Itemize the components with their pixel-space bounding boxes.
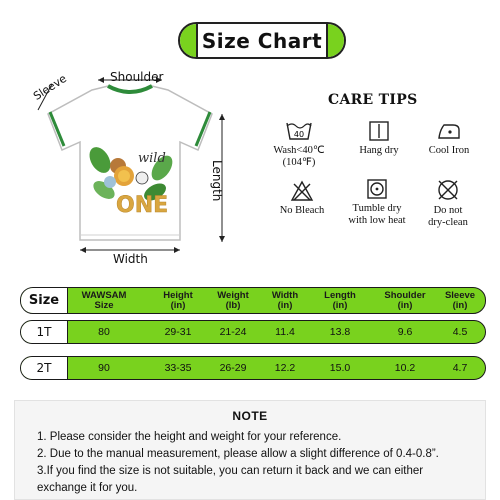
width-label: Width: [113, 252, 148, 266]
length-label: Length: [210, 160, 224, 202]
cell-sleeve: 4.7: [452, 362, 468, 374]
table-row: [20, 320, 486, 344]
note-line-3: 3.If you find the size is not suitable, you can return it back and we can either: [37, 465, 424, 477]
cell-width: 11.4: [275, 326, 295, 338]
care-item-cool-iron: [409, 120, 489, 157]
cell-weight: 26-29: [219, 362, 247, 374]
cell-shoulder: 10.2: [394, 362, 416, 374]
header-sleeve: Sleeve (in): [444, 289, 476, 311]
care-hang-dry-label: Hang dry: [359, 145, 399, 156]
cell-height: 33-35: [164, 362, 192, 374]
care-tips-title: CARE TIPS: [328, 92, 418, 108]
header-wawsam-size: WAWSAM Size: [81, 289, 127, 311]
no-dry-clean-icon: [436, 178, 460, 202]
print-wild-text: wild: [138, 151, 166, 166]
header-weight: Weight (lb): [217, 289, 249, 311]
note-line-4: exchange it for you.: [37, 482, 138, 494]
care-item-no-bleach: [262, 180, 342, 217]
cell-sleeve: 4.5: [452, 326, 468, 338]
title-left-cap: [180, 24, 198, 57]
table-row: [20, 356, 486, 380]
cell-length: 15.0: [329, 362, 351, 374]
note-line-1: 1. Please consider the height and weight for your reference.: [37, 431, 342, 443]
shoulder-label: Shoulder: [110, 70, 164, 84]
row-size-cell: 1T: [21, 321, 68, 343]
care-item-wash: [259, 120, 339, 169]
care-wash-line1: Wash<40℃: [273, 145, 325, 156]
print-one-text: ONE: [116, 193, 169, 218]
cell-wawsam-size: 90: [98, 362, 110, 374]
header-length: Length (in): [324, 289, 356, 311]
care-no-dry-clean-line1: Do not: [433, 205, 463, 216]
hang-dry-icon: [368, 120, 390, 142]
care-tumble-line2: with low heat: [348, 215, 406, 226]
cell-width: 12.2: [274, 362, 296, 374]
care-wash-line2: (104℉): [282, 157, 316, 168]
note-panel: [14, 400, 486, 500]
header-height: Height (in): [163, 289, 193, 311]
title-right-cap: [326, 24, 344, 57]
care-tumble-line1: Tumble dry: [352, 203, 402, 214]
header-shoulder: Shoulder (in): [384, 289, 426, 311]
cell-height: 29-31: [164, 326, 192, 338]
row-size-cell: 2T: [21, 357, 68, 379]
table-header-row: [20, 287, 486, 314]
size-chart-title-banner: [178, 22, 346, 59]
note-title: NOTE: [232, 409, 268, 423]
tshirt-illustration: [30, 72, 230, 257]
care-no-dry-clean-line2: dry-clean: [428, 217, 468, 228]
cell-shoulder: 9.6: [397, 326, 413, 338]
header-width: Width (in): [271, 289, 299, 311]
care-item-no-dry-clean: [408, 178, 488, 229]
care-cool-iron-label: Cool Iron: [428, 145, 470, 156]
cool-iron-icon: [436, 120, 462, 142]
cell-wawsam-size: 80: [98, 326, 110, 338]
care-item-tumble-dry: [337, 178, 417, 227]
size-header-cell: Size: [21, 288, 68, 313]
cell-weight: 21-24: [219, 326, 247, 338]
page-title: Size Chart: [201, 28, 323, 53]
wash-40-icon: [285, 120, 313, 142]
cell-length: 13.8: [329, 326, 351, 338]
no-bleach-icon: [290, 180, 314, 202]
sleeve-label: Sleeve: [31, 71, 69, 103]
note-line-2: 2. Due to the manual measurement, please allow a slight difference of 0.4-0.8”.: [37, 448, 439, 460]
care-no-bleach-label: No Bleach: [279, 205, 325, 216]
care-item-hang-dry: [339, 120, 419, 157]
tumble-dry-low-icon: [366, 178, 388, 200]
svg-text:40: 40: [293, 130, 305, 139]
